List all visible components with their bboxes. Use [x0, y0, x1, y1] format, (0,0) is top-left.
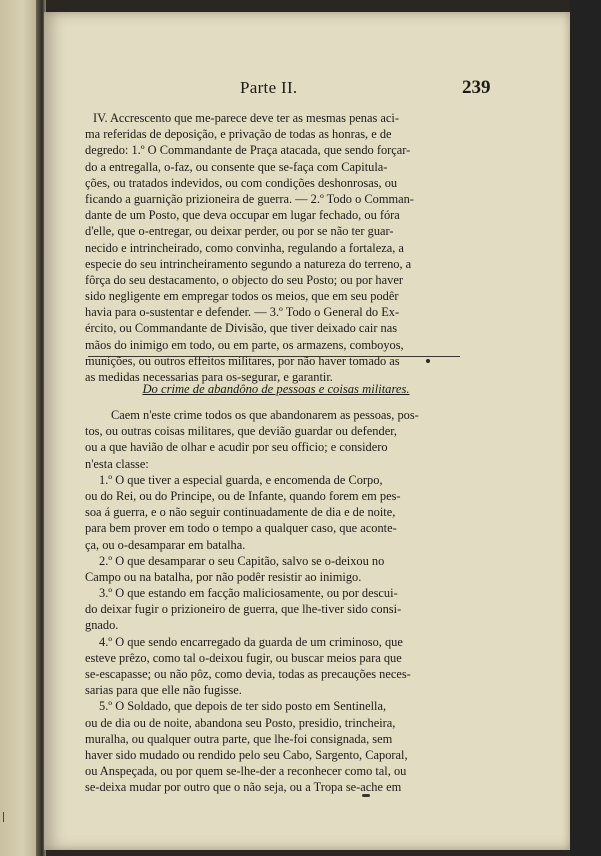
text-line: ções, ou tratados indevidos, ou com condições deshonrosas, ou [85, 175, 398, 190]
text-line: 2.º O que desamparar o seu Capitão, salvo se o-deixou no [99, 553, 385, 568]
header-title: Parte II. [240, 78, 298, 97]
text-line: muralha, ou qualquer outra parte, que lhe-foi consignada, sem [85, 731, 393, 746]
text-line: se-escapasse; ou não pôz, como devia, todas as precauções neces- [85, 667, 411, 681]
page-number: 239 [462, 77, 491, 98]
footer-ink-mark [362, 794, 370, 797]
text-line: mãos do inimigo em todo, ou em parte, os armazens, comboyos, [85, 337, 404, 352]
paragraph-abandonment [85, 407, 460, 796]
text-line: n'esta classe: [85, 456, 149, 471]
text-line: haver sido mudado ou rendido pelo seu Cabo, Sargento, Caporal, [85, 747, 408, 762]
text-line: ma referidas de deposição, e privação de todas as honras, e de [85, 127, 392, 142]
text-line: dante de um Posto, que deva occupar em lugar fechado, ou fóra [85, 208, 400, 223]
text-line: necido e intrincheirado, como convinha, regulando a fortaleza, a [85, 240, 404, 255]
text-line: ficando a guarnição prizioneira de guerra. — 2.º Todo o Comman- [85, 191, 414, 206]
text-line: munições, ou outros effeitos militares, por não haver tomado as [85, 353, 400, 368]
section-title: Do crime de abandôno de pessoas e coisas militares. [142, 382, 410, 396]
running-header [44, 78, 570, 100]
text-line: soa á guerra, e o não seguir continuadamente de dia e de noite, [85, 505, 396, 520]
scan-background [570, 0, 601, 856]
text-line: para bem prover em todo o tempo a qualquer caso, que aconte- [85, 521, 397, 536]
paragraph-penalties [85, 110, 460, 385]
text-line: fôrça do seu destacamento, o objecto do seu Posto; ou por haver [85, 272, 403, 287]
text-line: 5.º O Soldado, que depois de ter sido posto em Sentinella, [99, 699, 387, 714]
text-line: d'elle, que o-entregar, ou deixar perder, ou por se não ter guar- [85, 224, 394, 239]
text-line: especie do seu intrincheiramento segundo a natureza do terreno, a [85, 256, 412, 271]
text-line: 3.º O que estando em facção maliciosamente, ou por descui- [99, 586, 398, 601]
text-line: 1.º O que tiver a especial guarda, e encomenda de Corpo, [99, 472, 383, 487]
text-line: gnado. [85, 618, 119, 633]
text-line: do deixar fugir o prizioneiro de guerra, que lhe-tiver sido consi- [85, 602, 402, 617]
margin-mark [3, 812, 4, 822]
text-line: esteve prêzo, como tal o-deixou fugir, ou buscar meios para que [85, 650, 402, 665]
text-line: ça, ou o-desamparar em batalha. [85, 537, 246, 552]
text-line: ou do Rei, ou do Principe, ou de Infante, quando forem em pes- [85, 488, 401, 503]
text-line: degredo: 1.º O Commandante de Praça atacada, que sendo forçar- [85, 143, 411, 158]
divider-ornament [426, 359, 430, 363]
text-line: ou Anspeçada, ou por quem se-lhe-der a reconhecer como tal, ou [85, 764, 407, 779]
text-line: IV. Accrescento que me-parece deve ter as mesmas penas aci- [93, 111, 399, 125]
text-line: 4.º O que sendo encarregado da guarda de um criminoso, que [99, 634, 403, 649]
text-line: do a entregalla, o-faz, ou consente que se-faça com Capitula- [85, 159, 388, 174]
section-divider [88, 356, 460, 357]
text-line: Campo ou na batalha, por não podêr resistir ao inimigo. [85, 569, 362, 584]
text-line: ército, ou Commandante de Divisão, que tiver deixado cair nas [85, 321, 398, 336]
facing-page-edge [0, 0, 38, 856]
text-line: havia para o-sustentar e defender. — 3.º Todo o General do Ex- [85, 305, 400, 320]
text-line: se-deixa mudar por outro que o não seja, ou a Tropa se-ache em [85, 780, 402, 795]
text-line: ou de dia ou de noite, abandona seu Posto, presidio, trincheira, [85, 715, 396, 730]
text-line: sido negligente em empregar todos os meios, que em seu podêr [85, 289, 399, 304]
text-line: Caem n'este crime todos os que abandonarem as pessoas, pos- [111, 408, 419, 422]
text-line: tos, ou outras coisas militares, que devião guardar ou defender, [85, 424, 397, 439]
text-line: sarias para que elle não fugisse. [85, 683, 242, 698]
text-line: ou a que havião de olhar e acudir por seu officio; e considero [85, 440, 388, 455]
text-line: as medidas necessarias para os-segurar, e garantir. [85, 370, 333, 384]
